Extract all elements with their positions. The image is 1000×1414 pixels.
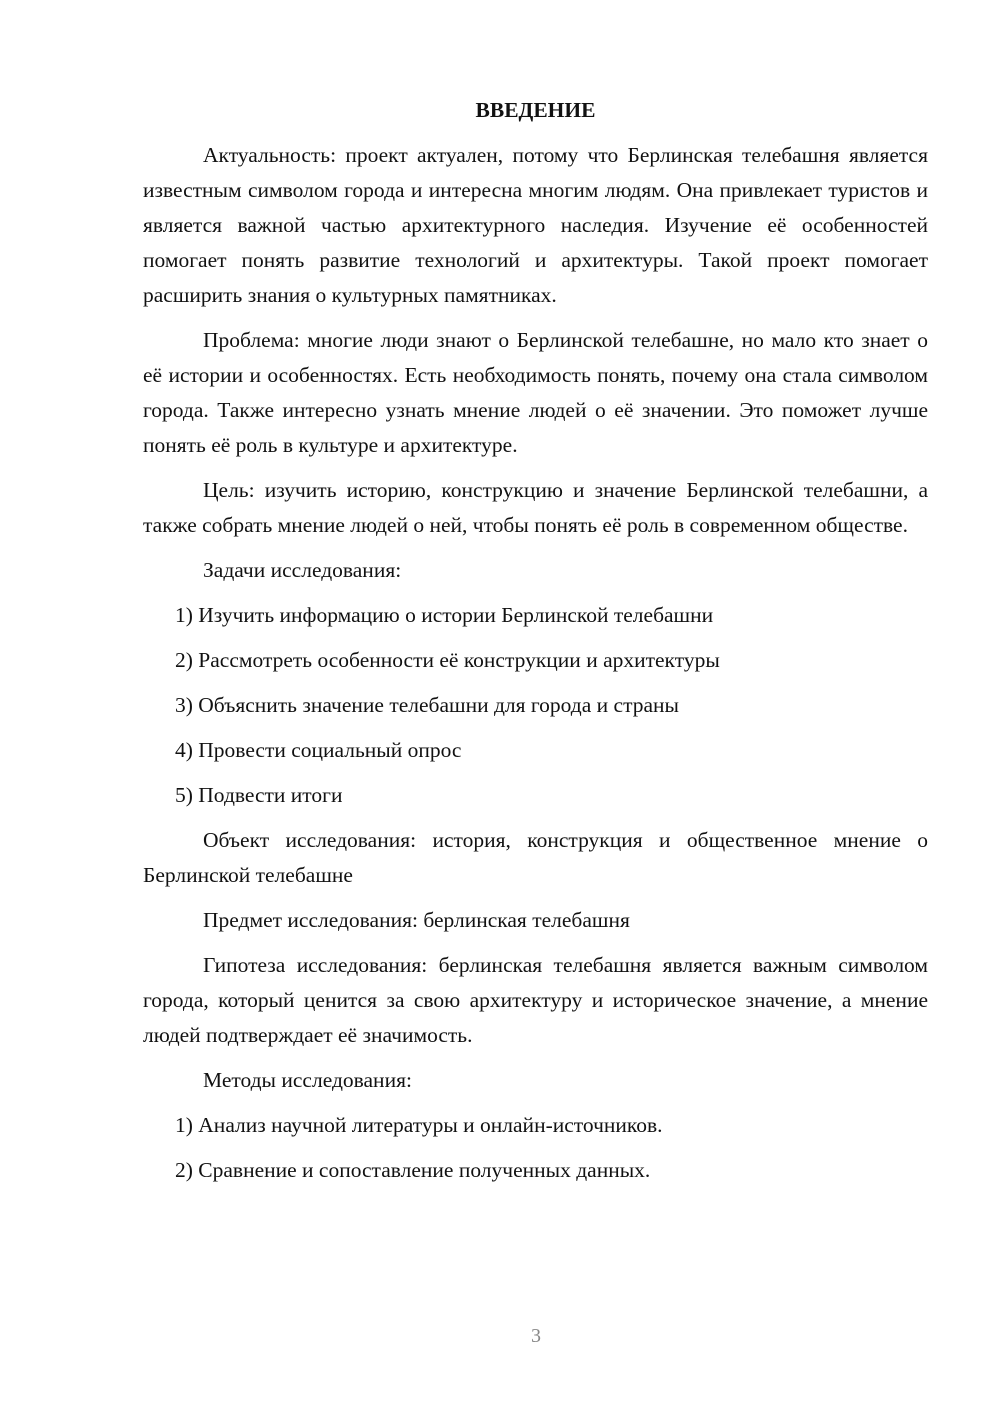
section-title: ВВЕДЕНИЕ xyxy=(475,98,596,122)
paragraph-hypothesis: Гипотеза исследования: берлинская телебашня является важным символом города, который ценится за свою архитектуру и историческое значение, а мнение людей подтверждает её значимость. xyxy=(143,953,928,1047)
task-item: 3) Объяснить значение телебашни для города и страны xyxy=(175,693,679,717)
document-page xyxy=(143,93,928,1198)
methods-heading: Методы исследования: xyxy=(203,1068,412,1092)
task-item: 4) Провести социальный опрос xyxy=(175,738,462,762)
task-item: 5) Подвести итоги xyxy=(175,783,343,807)
method-item: 1) Анализ научной литературы и онлайн-источников. xyxy=(175,1113,663,1137)
method-item: 2) Сравнение и сопоставление полученных данных. xyxy=(175,1158,651,1182)
task-item: 1) Изучить информацию о истории Берлинской телебашни xyxy=(175,603,714,627)
task-item: 2) Рассмотреть особенности её конструкции и архитектуры xyxy=(175,648,720,672)
tasks-heading: Задачи исследования: xyxy=(203,558,402,582)
paragraph-subject: Предмет исследования: берлинская телебашня xyxy=(203,908,630,932)
paragraph-goal: Цель: изучить историю, конструкцию и значение Берлинской телебашни, а также собрать мнение людей о ней, чтобы понять её роль в современном обществе. xyxy=(143,478,928,537)
paragraph-problem: Проблема: многие люди знают о Берлинской телебашне, но мало кто знает о её истории и особенностях. Есть необходимость понять, почему она стала символом города. Также интересно узнать мнение людей о её значении. Это поможет лучше понять её роль в культуре и архитектуре. xyxy=(143,328,928,457)
page-number: 3 xyxy=(531,1325,541,1347)
paragraph-relevance: Актуальность: проект актуален, потому что Берлинская телебашня является известным символом города и интересна многим людям. Она привлекает туристов и является важной частью архитектурного наследия. Изучение её особенностей помогает понять развитие технологий и архитектуры. Такой проект помогает расширить знания о культурных памятниках. xyxy=(143,143,928,307)
paragraph-object: Объект исследования: история, конструкция и общественное мнение о Берлинской телебашне xyxy=(143,828,928,887)
